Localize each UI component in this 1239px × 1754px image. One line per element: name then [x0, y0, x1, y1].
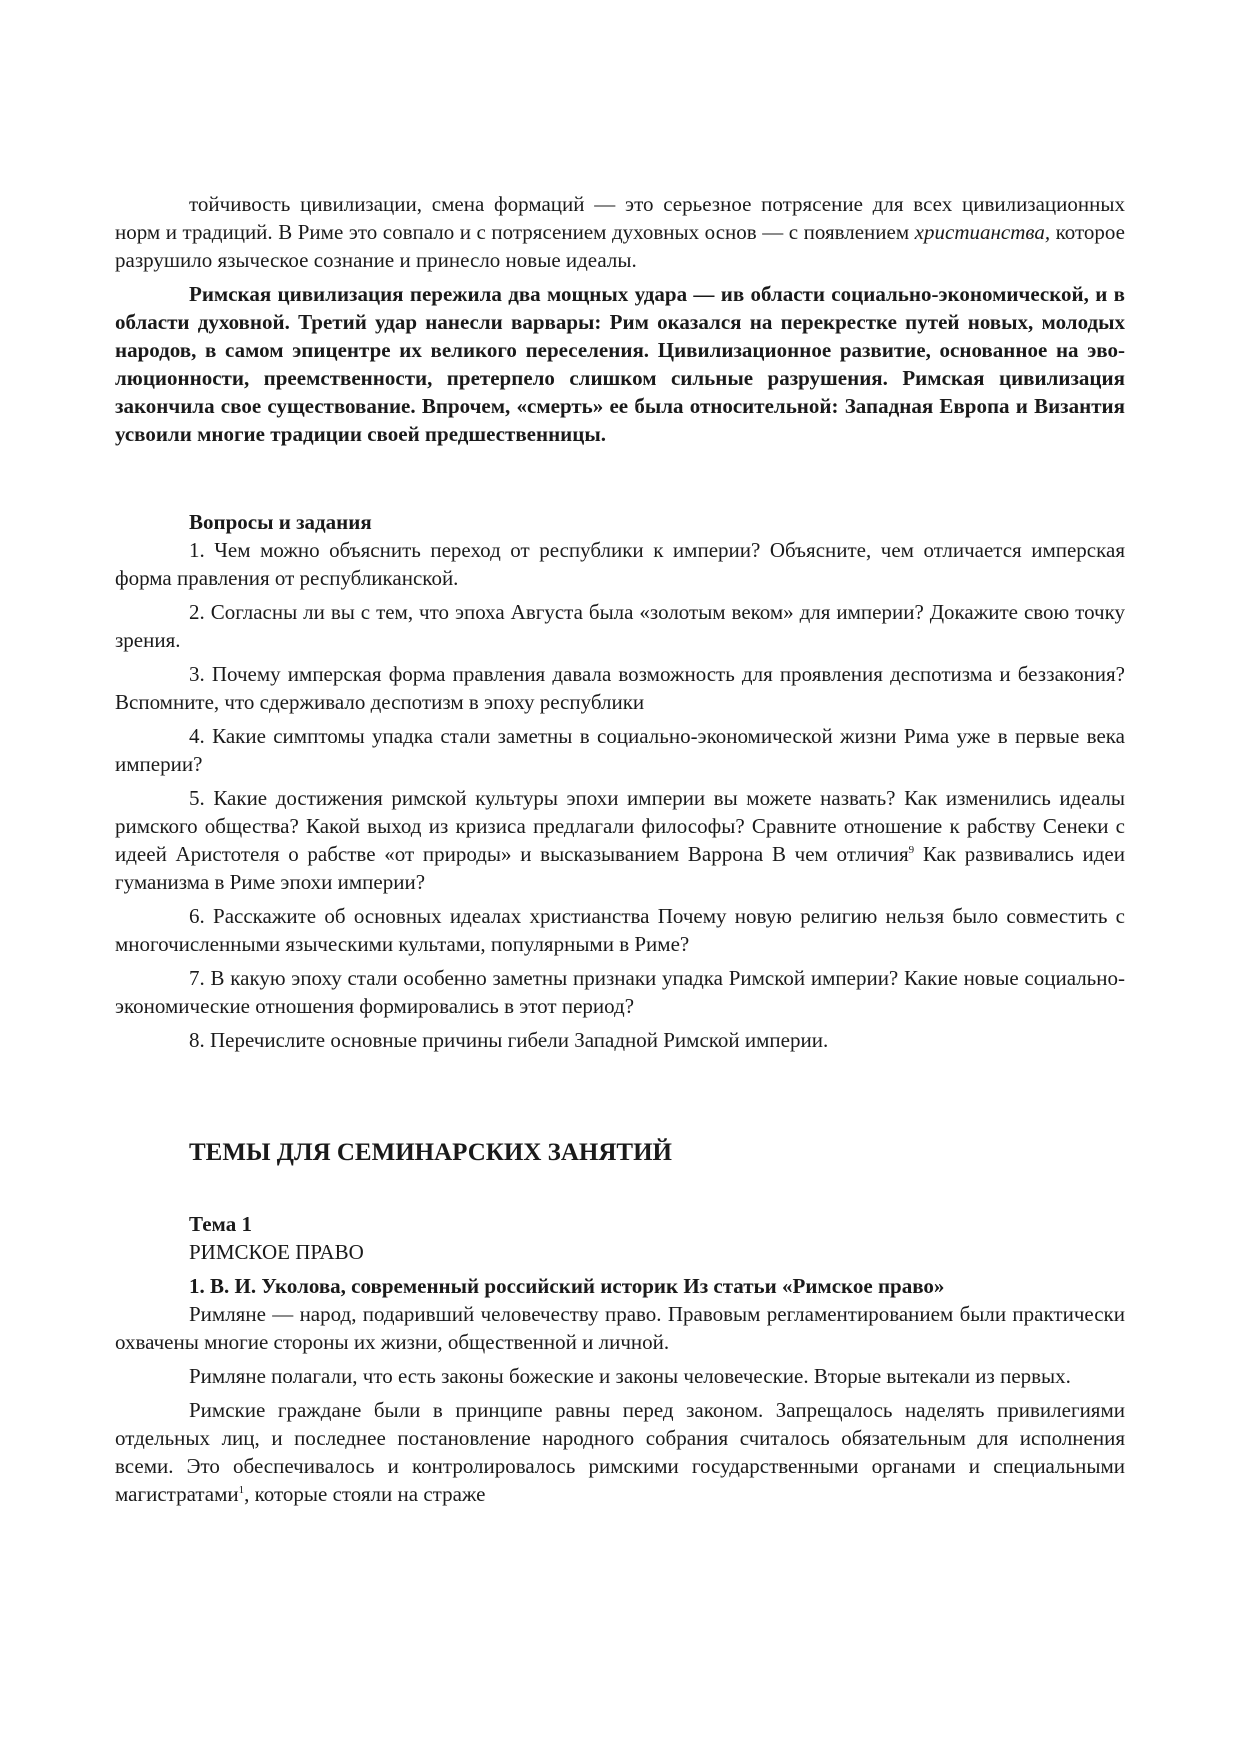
question-6: 6. Расскажите об основных идеалах христианства Почему новую религию нельзя было совместить с многочисленными языческими культами, популярными в Риме? — [115, 904, 1125, 956]
source-paragraph-1: Римляне — народ, подаривший человечеству право. Правовым регламентированием были практически охвачены многие стороны их жизни, общественной и личной. — [115, 1302, 1125, 1354]
source-heading: 1. В. И. Уколова, современный российский историк Из статьи «Римское право» — [189, 1274, 945, 1298]
footnote-ref: 1 — [238, 1484, 245, 1496]
source-paragraph-2: Римляне полагали, что есть законы божеские и законы человеческие. Вторые вытекали из первых. — [189, 1364, 1071, 1388]
footnote-ref: 9 — [908, 844, 915, 856]
intro-italic-term: христианства, — [914, 220, 1051, 244]
theme-label: Тема 1 — [189, 1212, 252, 1236]
intro-paragraph — [115, 190, 1125, 274]
intro-section — [115, 190, 1125, 448]
question-8: 8. Перечислите основные причины гибели Западной Римской империи. — [189, 1028, 829, 1052]
question-1: 1. Чем можно объяснить переход от республики к империи? Объясните, чем отличается имперская форма правления от республиканской. — [115, 538, 1125, 590]
seminar-section — [115, 1138, 1125, 1168]
question-2: 2. Согласны ли вы с тем, что эпоха Августа была «золотым веком» для империи? Докажите свою точку зрения. — [115, 600, 1125, 652]
source-paragraph-3-text-end: , которые стояли на страже — [244, 1482, 486, 1506]
seminar-heading: ТЕМЫ ДЛЯ СЕМИНАРСКИХ ЗАНЯТИЙ — [189, 1139, 672, 1166]
summary-paragraph: Римская цивилизация пережила два мощных удара — ив области социально-экономической, и в области духовной. Третий удар нанесли варвары: Рим оказался на перекрестке путей новых, молодых народов, в самом эпицентре их великого переселения. Цивилизационное развитие, основанное на эво-люционности, преемственности, претерпело слишком сильные разрушения. Римская цивилизация закончила свое существование. Впрочем, «смерть» ее была относительной: Западная Европа и Византия усвоили многие традиции своей предшественницы. — [115, 282, 1125, 446]
question-7: 7. В какую эпоху стали особенно заметны признаки упадка Римской империи? Какие новые социально-экономические отношения формировались в этот период? — [115, 966, 1125, 1018]
questions-heading: Вопросы и задания — [189, 510, 372, 534]
question-3: 3. Почему имперская форма правления давала возможность для проявления деспотизма и беззакония? Вспомните, что сдерживало деспотизм в эпоху республики — [115, 662, 1125, 714]
questions-section — [115, 508, 1125, 1054]
theme-title: РИМСКОЕ ПРАВО — [189, 1240, 364, 1264]
question-5 — [115, 784, 1125, 896]
question-5-text: 5. Какие достижения римской культуры эпохи империи вы можете назвать? Как изменились идеалы римского общества? Какой выход из кризиса предлагали философы? Сравните отношение к рабству Сенеки с идеей Аристотеля о рабстве «от природы» и высказыванием Варрона В чем отличия — [115, 786, 1125, 866]
question-4: 4. Какие симптомы упадка стали заметны в социально-экономической жизни Рима уже в первые века империи? — [115, 724, 1125, 776]
source-paragraph-3 — [115, 1396, 1125, 1508]
theme-section — [115, 1210, 1125, 1508]
intro-text-end: которое разрушило языческое сознание и принесло новые идеалы. — [115, 220, 1125, 272]
question-5-text-end: Как развивались идеи гуманизма в Риме эпохи империи? — [115, 842, 1125, 894]
intro-text: тойчивость цивилизации, смена формаций — это серьезное потрясение для всех цивилизационных норм и традиций. В Риме это совпало и с потрясением духовных основ — с появлением — [115, 192, 1125, 244]
source-paragraph-3-text: Римские граждане были в принципе равны перед законом. Запрещалось наделять привилегиями отдельных лиц, и последнее постановление народного собрания считалось обязательным для исполнения всеми. Это обеспечивалось и контролировалось римскими государственными органами и специальными магистратами — [115, 1398, 1125, 1506]
